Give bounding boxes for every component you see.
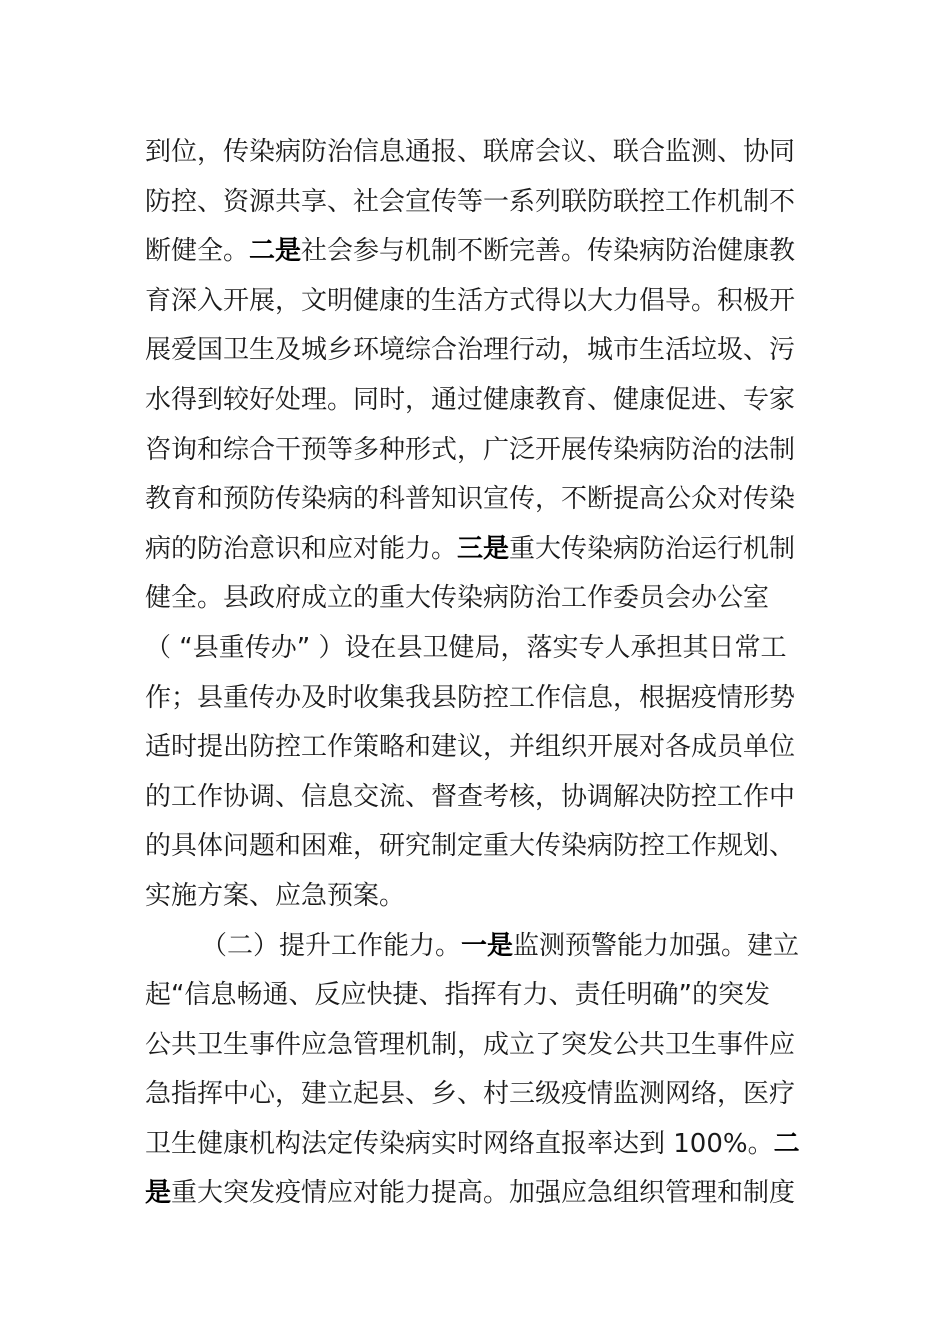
text-segment: 病的防治意识和应对能力。 [145,533,458,564]
text-line [145,227,805,277]
text-line [145,1070,805,1120]
text-line [145,1021,805,1071]
text-segment: 重大突发疫情应对能力提高。加强应急组织管理和制度 [171,1178,796,1209]
text-line [145,674,805,724]
text-segment: （ “县重传办” ）设在县卫健局，落实专人承担其日常工 [145,632,787,663]
emphasis-label: 三是 [457,533,510,564]
text-line [145,922,805,972]
text-line [145,822,805,872]
text-line [145,624,805,674]
text-segment: 教育和预防传染病的科普知识宣传，不断提高公众对传染 [145,484,796,515]
text-segment: 重大传染病防治运行机制 [509,533,796,564]
text-segment: 水得到较好处理。同时，通过健康教育、健康促进、专家 [145,384,796,415]
text-segment: （二）提升工作能力。 [201,930,462,961]
text-line [145,1169,805,1219]
text-segment: 育深入开展，文明健康的生活方式得以大力倡导。积极开 [145,285,796,316]
emphasis-label: 是 [145,1178,172,1209]
text-line [145,773,805,823]
text-line [145,1120,805,1170]
text-segment: 实施方案、应急预案。 [145,880,406,911]
text-segment: 咨询和综合干预等多种形式，广泛开展传染病防治的法制 [145,434,796,465]
text-segment: 的具体问题和困难，研究制定重大传染病防控工作规划、 [145,831,796,862]
text-segment: 断健全。 [145,236,250,267]
text-line [145,426,805,476]
text-segment: 卫生健康机构法定传染病实时网络直报率达到 100%。 [145,1128,774,1159]
text-segment: 监测预警能力加强。建立 [513,930,800,961]
text-line [145,872,805,922]
text-line [145,723,805,773]
text-line [145,525,805,575]
text-segment: 起“信息畅通、反应快捷、指挥有力、责任明确”的突发 [145,980,770,1011]
text-line [145,326,805,376]
text-line [145,277,805,327]
text-segment: 防控、资源共享、社会宣传等一系列联防联控工作机制不 [145,186,796,217]
text-line [145,128,805,178]
text-segment: 社会参与机制不断完善。传染病防治健康教 [301,236,796,267]
body-text [145,128,805,1219]
text-line [145,376,805,426]
text-segment: 健全。县政府成立的重大传染病防治工作委员会办公室 [145,583,770,614]
text-line [145,574,805,624]
text-line [145,178,805,228]
text-segment: 到位，传染病防治信息通报、联席会议、联合监测、协同 [145,137,796,167]
emphasis-label: 二是 [249,236,302,267]
text-segment: 适时提出防控工作策略和建议，并组织开展对各成员单位 [145,732,796,763]
emphasis-label: 一是 [461,930,514,961]
text-segment: 急指挥中心，建立起县、乡、村三级疫情监测网络，医疗 [145,1079,796,1110]
text-segment: 作；县重传办及时收集我县防控工作信息，根据疫情形势 [145,682,796,713]
text-segment: 展爱国卫生及城乡环境综合治理行动，城市生活垃圾、污 [145,335,796,366]
text-segment: 的工作协调、信息交流、督查考核，协调解决防控工作中 [145,781,796,812]
text-line [145,971,805,1021]
text-line [145,475,805,525]
text-segment: 公共卫生事件应急管理机制，成立了突发公共卫生事件应 [145,1029,796,1060]
emphasis-label: 二 [773,1128,800,1159]
